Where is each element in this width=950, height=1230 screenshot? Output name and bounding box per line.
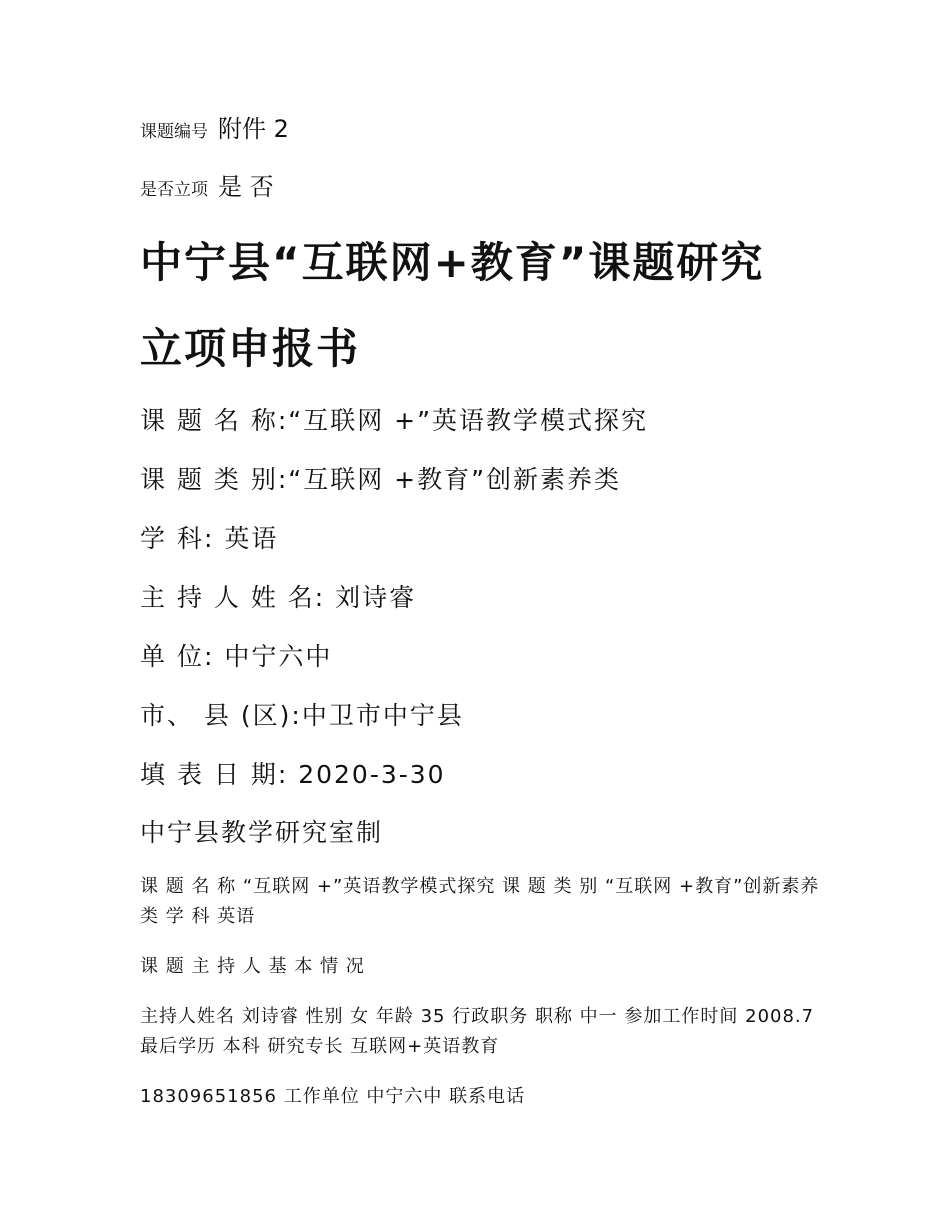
approval-value: 是 否 xyxy=(218,173,274,201)
city-county-field: 市、 县 (区):中卫市中宁县 xyxy=(140,701,464,730)
approval-row xyxy=(140,175,274,199)
subject-field: 学 科: 英语 xyxy=(140,524,279,553)
host-name-field: 主 持 人 姓 名: 刘诗睿 xyxy=(140,583,417,612)
issuer-line: 中宁县教学研究室制 xyxy=(140,818,384,847)
host-info: 主持人姓名 刘诗睿 性别 女 年龄 35 行政职务 职称 中一 参加工作时间 2008.7 最后学历 本科 研究专长 互联网+英语教育 xyxy=(140,1006,815,1057)
fill-date-field: 填 表 日 期: 2020-3-30 xyxy=(140,760,446,789)
contact-line: 18309651856 工作单位 中宁六中 联系电话 xyxy=(140,1086,526,1107)
project-number-row xyxy=(140,117,289,141)
topic-name-field: 课 题 名 称:“互联网 +”英语教学模式探究 xyxy=(140,406,649,435)
unit-field: 单 位: 中宁六中 xyxy=(140,642,333,671)
document-title-line-1: 中宁县“互联网+教育”课题研究 xyxy=(140,238,765,287)
approval-label: 是否立项 xyxy=(140,180,208,200)
project-number-label: 课题编号 xyxy=(140,122,208,142)
host-section-title: 课 题 主 持 人 基 本 情 况 xyxy=(140,956,365,977)
project-number-value: 附件 2 xyxy=(218,115,289,143)
document-title-line-2: 立项申报书 xyxy=(140,324,361,373)
topic-category-field: 课 题 类 别:“互联网 +教育”创新素养类 xyxy=(140,465,622,494)
form-summary: 课 题 名 称 “互联网 +”英语教学模式探究 课 题 类 别 “互联网 +教育”创新素养类 学 科 英语 xyxy=(140,876,820,927)
